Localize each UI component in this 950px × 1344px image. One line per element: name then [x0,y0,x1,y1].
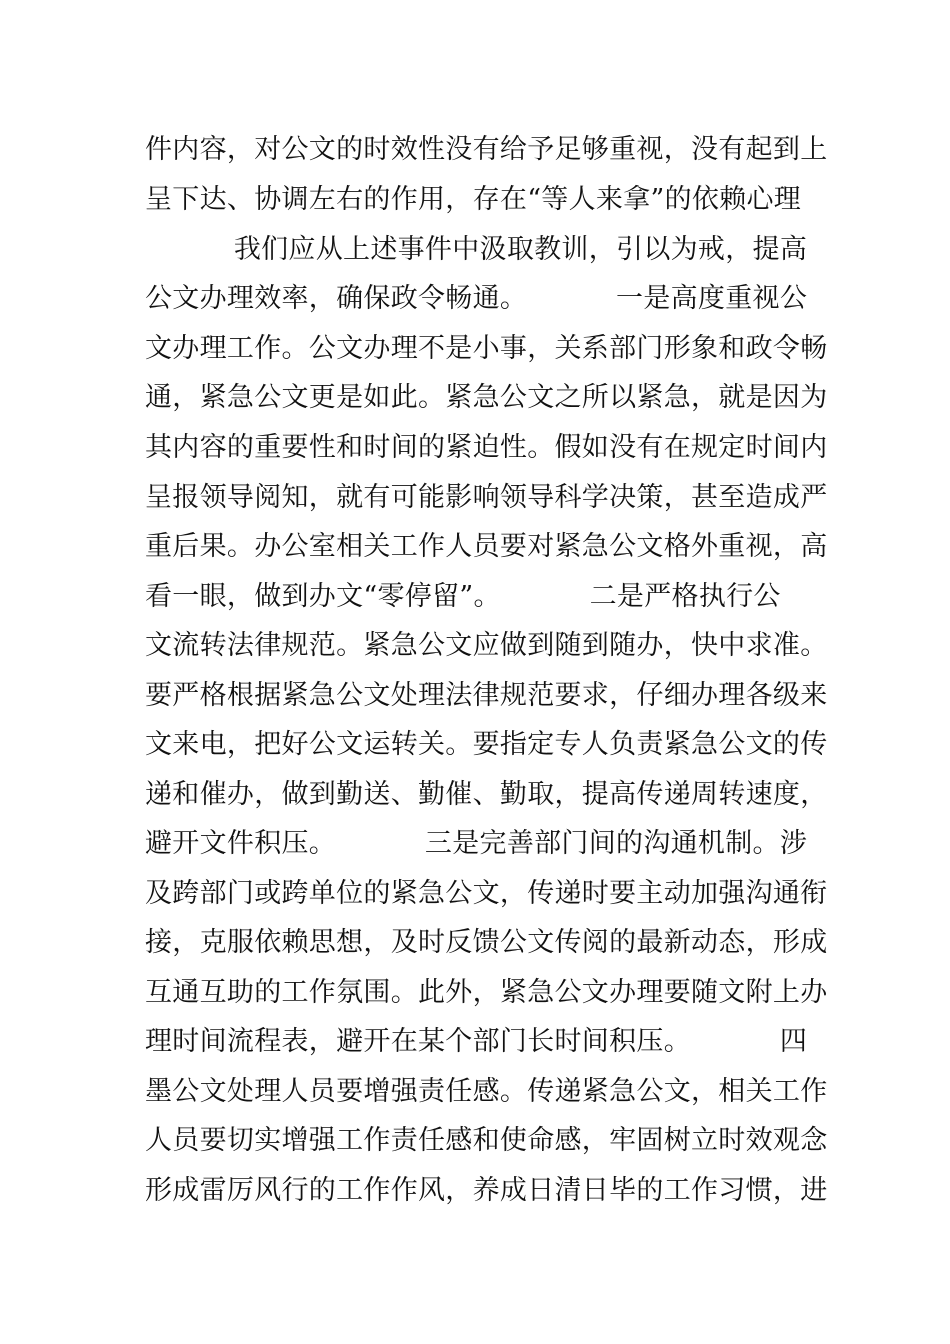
text-line: 件内容，对公文的时效性没有给予足够重视，没有起到上 [145,134,828,165]
text-line: 重后果。办公室相关工作人员要对紧急公文格外重视，高 [145,531,828,562]
text-line: 文流转法律规范。紧急公文应做到随到随办，快中求准。 [145,630,828,661]
text-line: 文办理工作。公文办理不是小事，关系部门形象和政令畅 [145,333,828,364]
text-line: 接，克服依赖思想，及时反馈公文传阅的最新动态，形成 [145,927,828,958]
text-line: 要严格根据紧急公文处理法律规范要求，仔细办理各级来 [145,680,828,711]
text-line: 通，紧急公文更是如此。紧急公文之所以紧急，就是因为 [145,382,828,413]
text-line: 及跨部门或跨单位的紧急公文，传递时要主动加强沟通衔 [145,878,828,909]
text-line: 看一眼，做到办文“零停留”。 二是严格执行公 [145,581,781,612]
text-line: 我们应从上述事件中汲取教训，引以为戒，提高 [145,234,808,265]
text-line: 呈报领导阅知，就有可能影响领导科学决策，甚至造成严 [145,482,828,513]
text-line: 呈下达、协调左右的作用，存在“等人来拿”的依赖心理 [145,184,802,215]
text-line: 人员要切实增强工作责任感和使命感，牢固树立时效观念 [145,1125,828,1156]
text-line: 避开文件积压。 三是完善部门间的沟通机制。涉 [145,828,808,859]
text-line: 文来电，把好公文运转关。要指定专人负责紧急公文的传 [145,729,828,760]
text-line: 公文办理效率，确保政令畅通。 一是高度重视公 [145,283,808,314]
text-line: 形成雷厉风行的工作作风，养成日清日毕的工作习惯，进 [145,1175,828,1206]
text-line: 理时间流程表，避开在某个部门长时间积压。 四 [145,1026,808,1057]
text-line: 墨公文处理人员要增强责任感。传递紧急公文，相关工作 [145,1076,828,1107]
text-line: 互通互助的工作氛围。此外，紧急公文办理要随文附上办 [145,977,828,1008]
text-line: 其内容的重要性和时间的紧迫性。假如没有在规定时间内 [145,432,828,463]
text-line: 递和催办，做到勤送、勤催、勤取，提高传递周转速度， [145,779,828,810]
